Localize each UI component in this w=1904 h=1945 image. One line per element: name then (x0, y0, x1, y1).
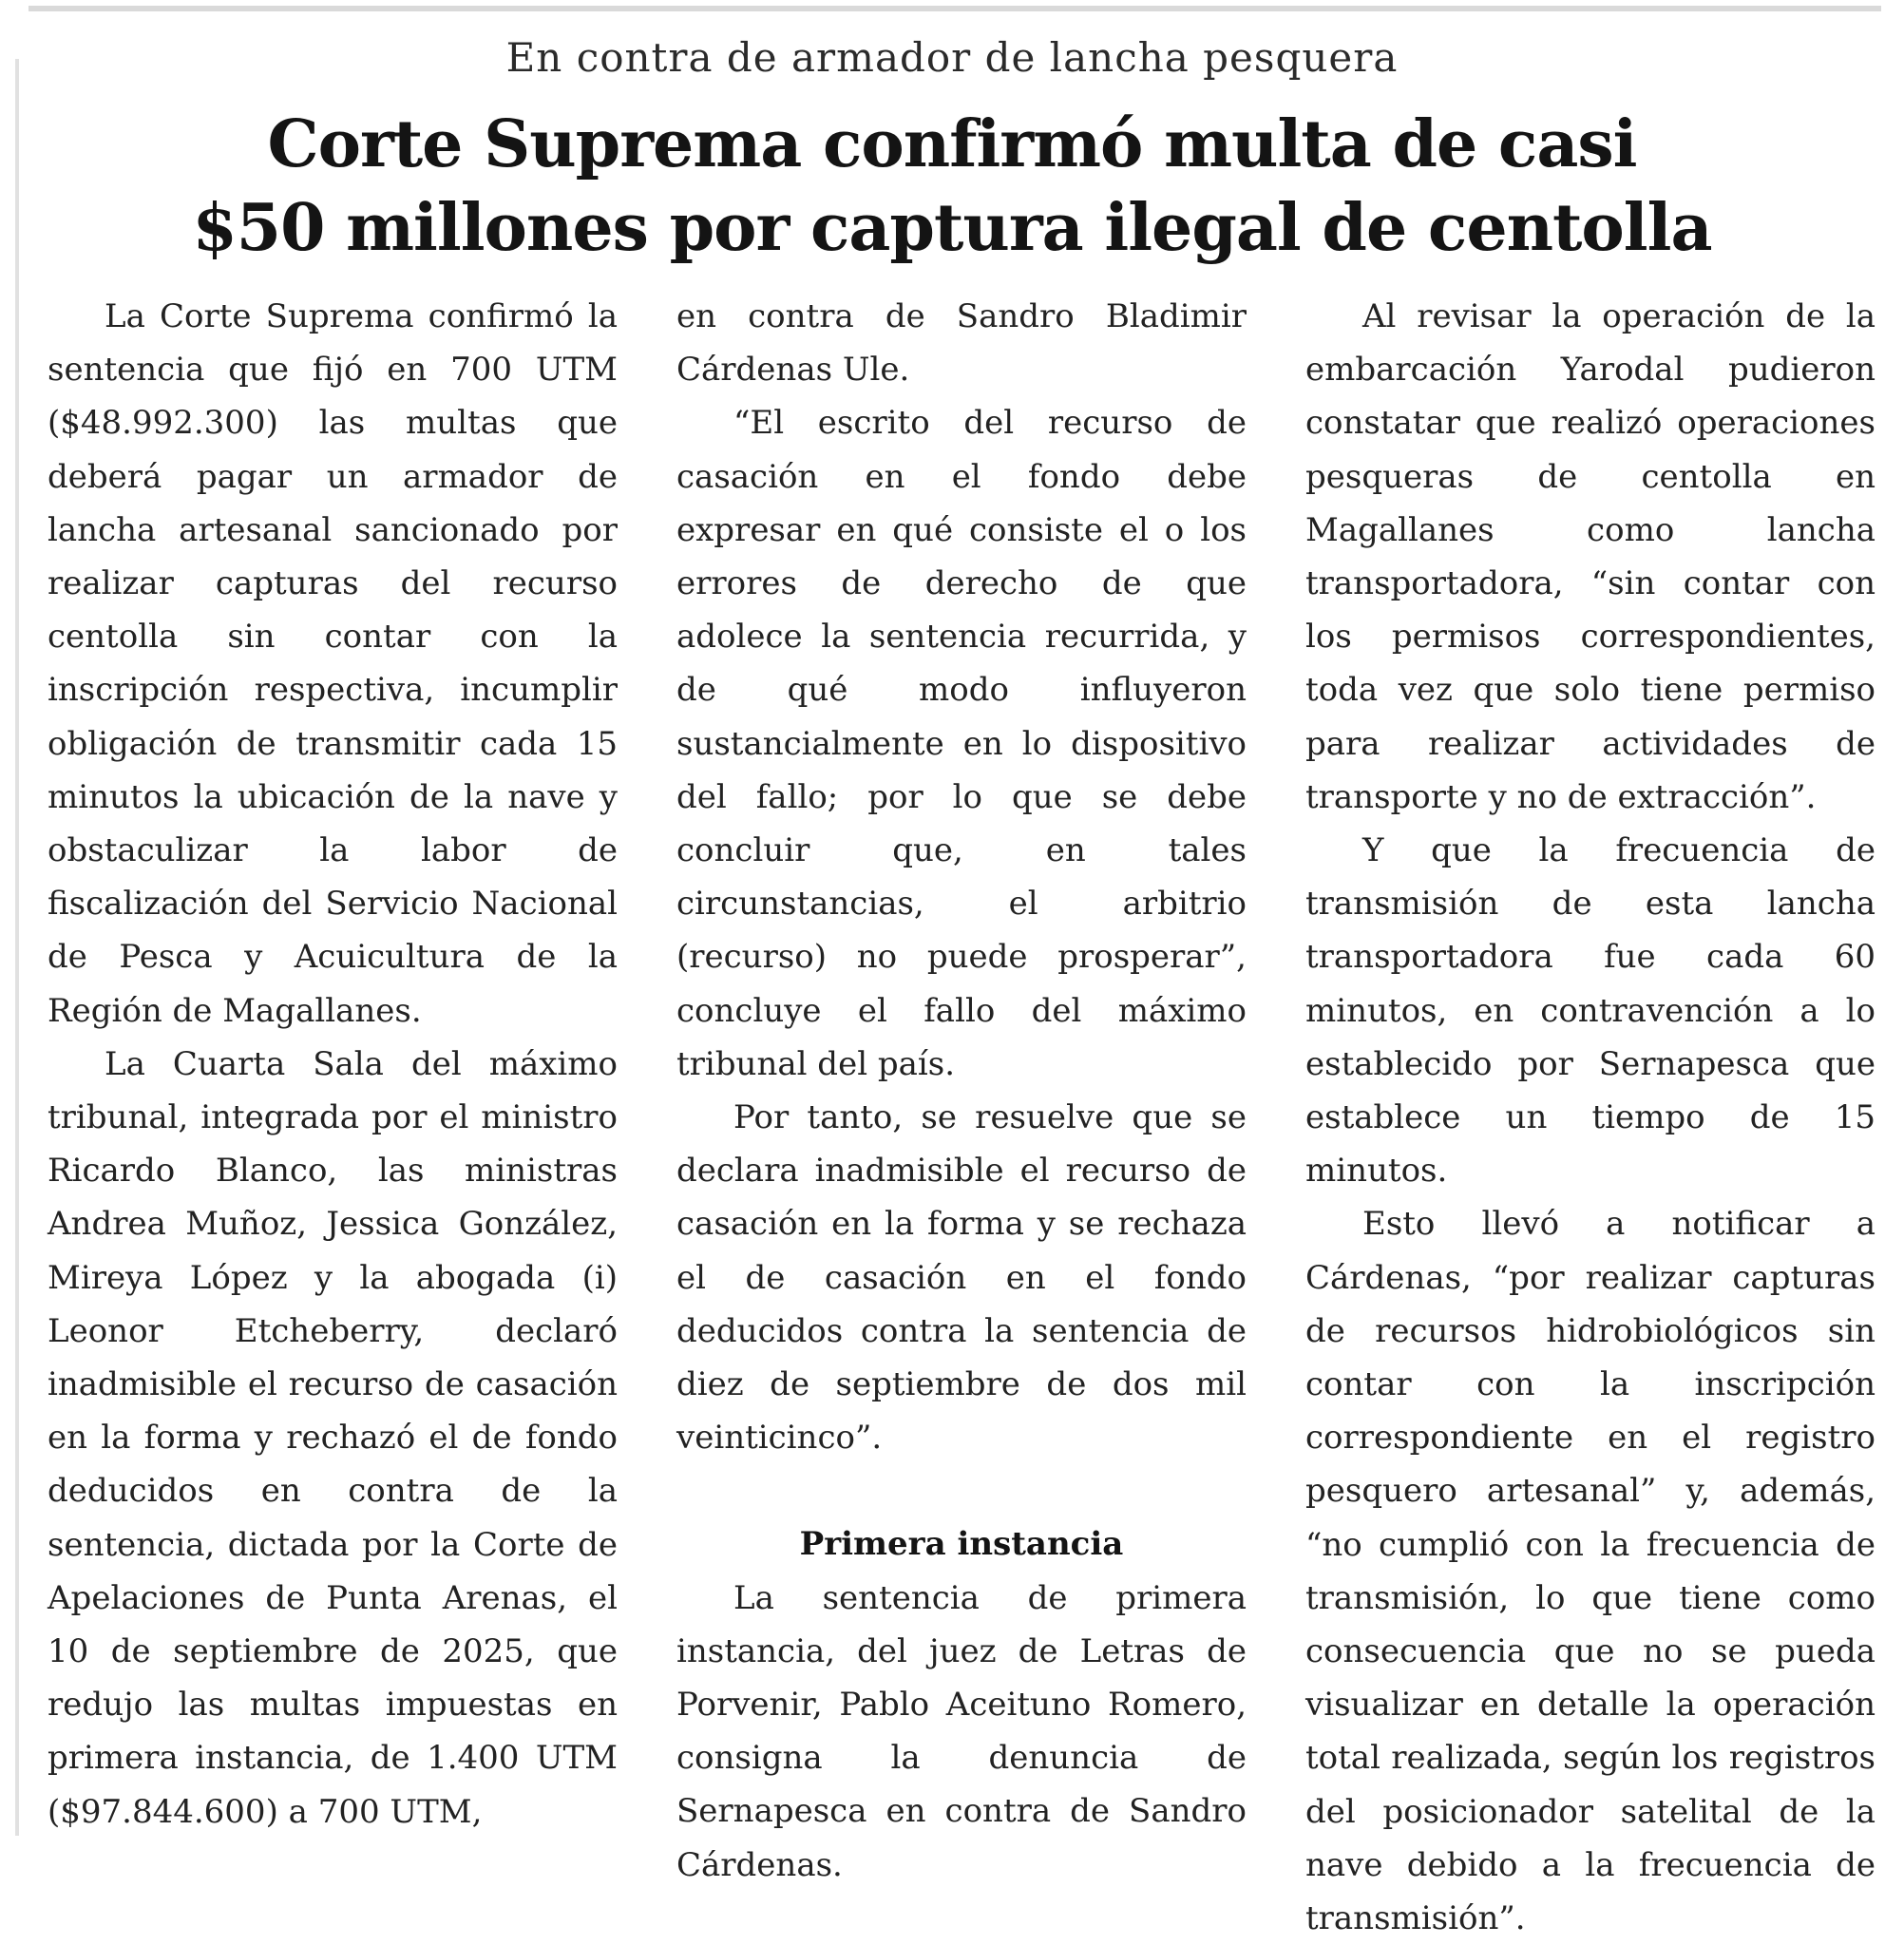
column-3-paragraph-2: Y que la frecuencia de transmisión de esta lancha transportadora fue cada 60 minutos, en contravención a lo establecido por Sernapesca que establece un tiempo de 15 minutos. (1305, 831, 1875, 1191)
headline-line-2: $50 millones por captura ilegal de centolla (192, 190, 1712, 266)
column-3-paragraph-1: Al revisar la operación de la embarcación Yarodal pudieron constatar que realizó operaciones pesqueras de centolla en Magallanes como lancha transportadora, “sin contar con los permisos correspondientes, toda vez que solo tiene permiso para realizar actividades de transporte y no de extracción”. (1305, 297, 1875, 816)
article-column-1 (48, 290, 618, 1839)
column-1-paragraph-1: La Corte Suprema confirmó la sentencia que fijó en 700 UTM ($48.992.300) las multas que deberá pagar un armador de lancha artesanal sancionado por realizar capturas del recurso centolla sin contar con la inscripción respectiva, incumplir obligación de transmitir cada 15 minutos la ubicación de la nave y obstaculizar la labor de fiscalización del Servicio Nacional de Pesca y Acuicultura de la Región de Magallanes. (48, 297, 618, 1030)
top-border-rule (29, 6, 1881, 11)
article-headline (0, 103, 1904, 270)
headline-line-1: Corte Suprema confirmó multa de casi (267, 106, 1637, 182)
column-2-paragraph-3: Por tanto, se resuelve que se declara inadmisible el recurso de casación en la forma y se rechaza el de casación en el fondo deducidos contra la sentencia de diez de septiembre de dos mil veinticinco”. (676, 1098, 1247, 1458)
column-2-paragraph-2: “El escrito del recurso de casación en el fondo debe expresar en qué consiste el o los errores de derecho de que adolece la sentencia recurrida, y de qué modo influyeron sustancialmente en lo dispositivo del fallo; por lo que se debe concluir que, en tales circunstancias, el arbitrio (recurso) no puede prosperar”, concluye el fallo del máximo tribunal del país. (676, 404, 1247, 1083)
section-subhead: Primera instancia (799, 1525, 1124, 1564)
column-3-paragraph-3: Esto llevó a notificar a Cárdenas, “por realizar capturas de recursos hidrobiológicos sin contar con la inscripción correspondiente en el registro pesquero artesanal” y, además, “no cumplió con la frecuencia de transmisión, lo que tiene como consecuencia que no se pueda visualizar en detalle la operación total realizada, según los registros del posicionador satelital de la nave debido a la frecuencia de transmisión”. (1305, 1205, 1875, 1938)
article-column-3 (1305, 290, 1875, 1945)
left-border-rule (15, 59, 19, 1836)
article-column-2 (676, 290, 1247, 1892)
column-1-paragraph-2: La Cuarta Sala del máximo tribunal, integrada por el ministro Ricardo Blanco, las ministras Andrea Muñoz, Jessica González, Mireya López y la abogada (i) Leonor Etcheberry, declaró inadmisible el recurso de casación en la forma y rechazó el de fondo deducidos en contra de la sentencia, dictada por la Corte de Apelaciones de Punta Arenas, el 10 de septiembre de 2025, que redujo las multas impuestas en primera instancia, de 1.400 UTM ($97.844.600) a 700 UTM, (48, 1044, 618, 1831)
article-kicker: En contra de armador de lancha pesquera (505, 34, 1399, 81)
column-2-paragraph-1: en contra de Sandro Bladimir Cárdenas Ule. (676, 297, 1247, 390)
column-2-paragraph-4: La sentencia de primera instancia, del juez de Letras de Porvenir, Pablo Aceituno Romero, consigna la denuncia de Sernapesca en contra de Sandro Cárdenas. (676, 1578, 1247, 1884)
